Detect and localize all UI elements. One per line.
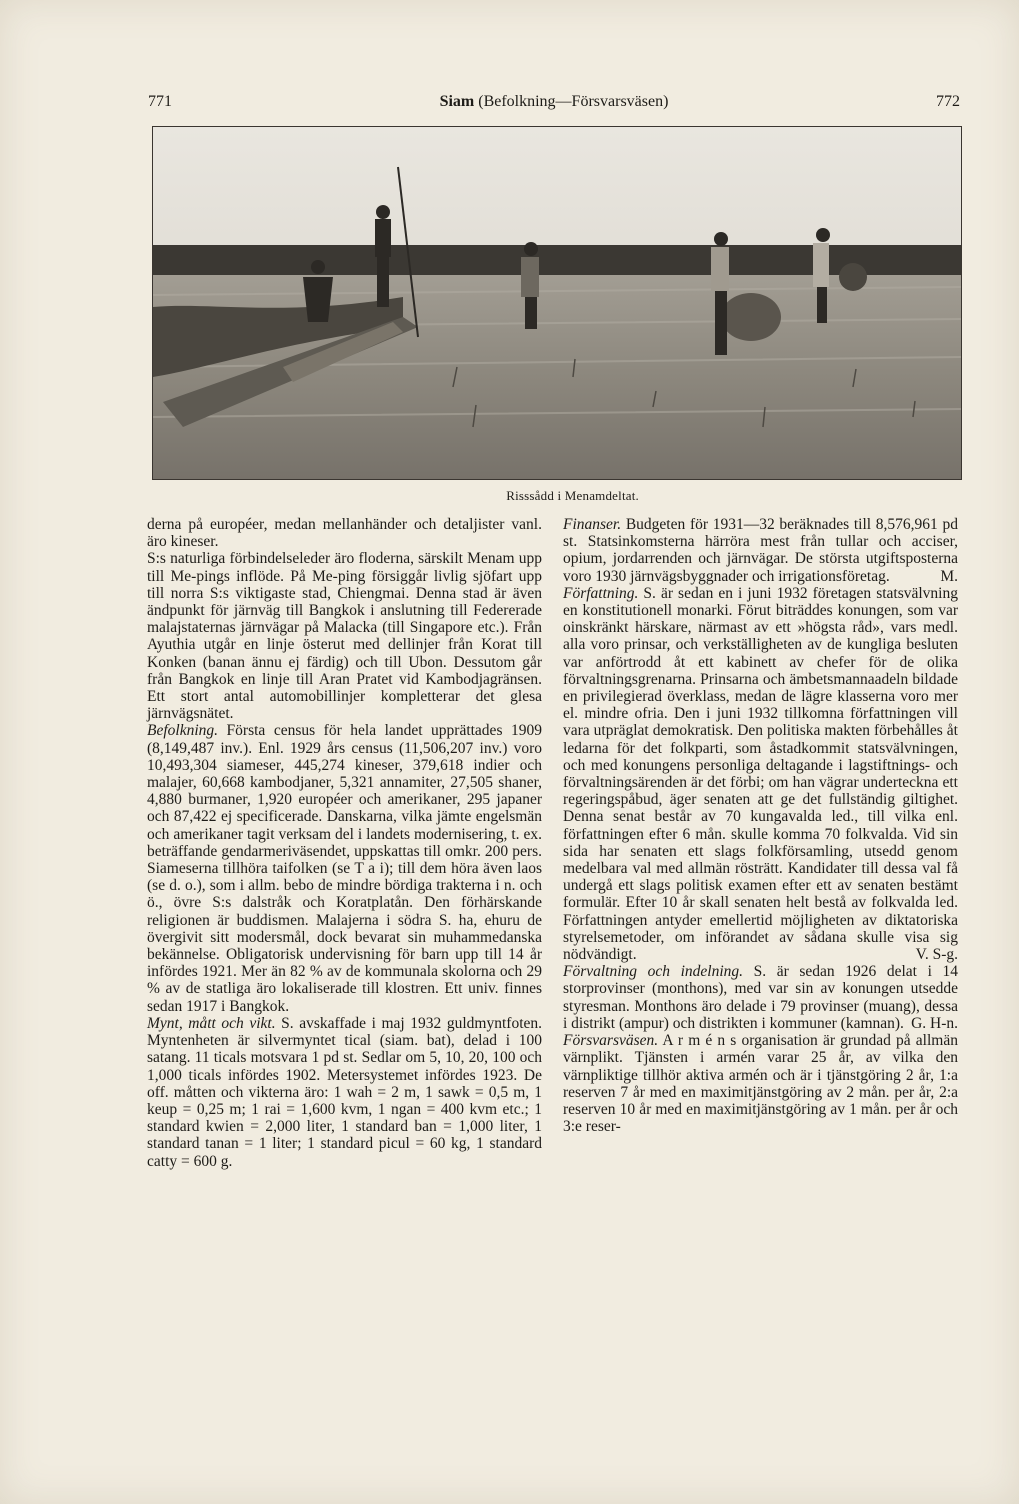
left-column — [147, 516, 542, 1170]
running-title-rest: (Befolkning—Försvarsväsen) — [474, 93, 669, 110]
paragraph-trade: derna på européer, medan mellanhänder och detaljister vanl. äro kineser. — [147, 516, 542, 551]
finanser-text: Budgeten för 1931—32 beräknades till 8,576,961 pd st. Statsinkomsterna härröra mest från tullar och acciser, opium, jordarrenden och järnvägar. De största utgiftsposterna voro 1930 järnvägsbyggnader och irrigationsföretag. — [563, 516, 958, 585]
right-column — [563, 516, 958, 1135]
paragraph-finanser — [563, 516, 958, 585]
paragraph-forvaltning — [563, 963, 958, 1032]
forsvar-text: A r m é n s organisation är grundad på allmän värnplikt. Tjänsten i armén varar 25 år, av vilka den värnpliktige tillhör aktiva armén och är i tjänstgöring 2 år, 1:a reserven 7 år med en maximitjänstgöring av 2 mån. per år, 2:a reserven 10 år med en maximitjänstgöring av 1 mån. per år och 3:e reser- — [563, 1032, 958, 1136]
paragraph-befolkning — [147, 722, 542, 1014]
forfattning-text: S. är sedan en i juni 1932 företagen statsvälvning en konstitutionell monarki. Förut biträddes konungen, som var oinskränkt härskare, närmast av ett »högsta råd», vars medl. alla voro prinsar, och verkställigheten av de kungliga besluten var anförtrodd åt ett kabinett av chefer för de olika förvaltningsgrenarna. Prinsarna och ämbetsmannaadeln bildade en privilegierad överklass, medan de lägre klasserna voro mer el. mindre ofria. Den i juni 1932 tillkomna författningen vill vara utpräglat demokratisk. Den politiska makten förbehålles åt ledarna för det folkparti, som åstadkommit statsvälvningen, och med konungens personliga deltagande i lagstiftnings- och förvaltningsärenden är det förbi; om han vägrar underteckna ett regeringspåbud, äger senaten att ge det fullständig giltighet. Denna senat består av 70 kungavalda led., till vilka enl. författningen efter 6 mån. skulle komma 70 folkvalda. Vid sin sida har senaten ett slags folkförsamling, utsedd genom medelbara val med allmän rösträtt. Kandidater till dessa val få undergå ett slags politisk examen efter ett av senaten bestämt formulär. Efter 10 år skall senaten helt bestå av folkvalda led. Författningen antyder emellertid möjligheten av diktatoriska styrelsemetoder, om införandet av sådana skulle visa sig nödvändigt. — [563, 584, 958, 964]
heading-forvaltning: Förvaltning och indelning. — [563, 963, 744, 981]
befolkning-text: Första census för hela landet upprättades 1909 (8,149,487 inv.). Enl. 1929 års census (11,506,207 inv.) voro 10,493,304 siameser, 445,274 kineser, 379,618 indier och malajer, 60,668 kambodjaner, 5,321 annamiter, 27,505 shaner, 4,880 burmaner, 1,920 européer och amerikaner, 295 japaner och 87,422 ej specificerade. Danskarna, vilka jämte engelsmän och amerikaner tagit verksam del i landets modernisering, t. ex. beträffande gendarmeriväsendet, uppskattas till omkr. 200 pers. Siameserna tillhöra taifolken (se T a i); till dem höra även laos (se d. o.), som i allm. bebo de mindre bördiga trakterna i n. och ö., övre S:s dalstråk och Koratplatån. Den förhärskande religionen är buddismen. Malajerna i södra S. ha, ehuru de övergivit sitt modersmål, dock bevarat sin muhammedanska bekännelse. Obligatorisk undervisning för barn upp till 14 år infördes 1921. Mer än 82 % av de kommunala skolorna och 29 % av de statliga äro lokaliserade till klostren. Ett univ. finnes sedan 1917 i Bangkok. — [147, 722, 542, 1015]
running-title — [148, 93, 960, 111]
heading-mynt: Mynt, mått och vikt. — [147, 1014, 276, 1032]
heading-forfattning: Författning. — [563, 584, 639, 602]
photo-illustration — [153, 127, 961, 479]
heading-finanser: Finanser. — [563, 516, 622, 533]
heading-forsvar: Försvarsväsen. — [563, 1032, 659, 1050]
page-number-left: 771 — [148, 93, 172, 110]
paragraph-mynt — [147, 1015, 542, 1170]
paragraph-communications: S:s naturliga förbindelseleder äro floderna, särskilt Menam upp till Me-pings inflöde. På Me-ping försiggår livlig sjöfart upp till norra S:s viktigaste stad, Chiengmai. Denna stad är även ändpunkt för järnväg till Bangkok i anslutning till Federerade malajstaternas järnvägar på Malacka (till Singapore etc.). Från Ayuthia utgår en linje österut med dellinjer från Korat till Konken (banan ännu ej färdig) och till Ubon. Dessutom går från Bangkok en linje till Aran Pratet vid Kambodjagränsen. Ett stort antal automobillinjer kompletterar det glesa järnvägsnätet. — [147, 550, 542, 723]
signature-forvaltning: G. H-n. — [911, 1014, 958, 1032]
mynt-text: S. avskaffade i maj 1932 guldmyntfoten. Myntenheten är silvermyntet tical (siam. bat), delad i 100 satang. 11 ticals motsvara 1 pd st. Sedlar om 5, 10, 20, 100 och 1,000 ticals infördes 1902. Metersystemet infördes 1923. De off. måtten och vikterna äro: 1 wah = 2 m, 1 sawk = 0,5 m, 1 keup = 0,25 m; 1 rai = 1,600 kvm, 1 ngan = 400 kvm etc.; 1 standard kwien = 2,000 liter, 1 standard ban = 1,000 liter, 1 standard tanan = 1 liter; 1 standard picul = 60 kg, 1 standard catty = 600 g. — [147, 1014, 542, 1170]
paragraph-forsvar — [563, 1032, 958, 1135]
photo-caption: Risssådd i Menamdeltat. — [506, 488, 639, 503]
page-number-right: 772 — [936, 93, 960, 110]
paragraph-forfattning — [563, 585, 958, 963]
signature-finanser: M. — [940, 567, 958, 585]
running-header — [148, 93, 960, 117]
rice-planting-photo — [152, 126, 962, 480]
forvaltning-text: S. är sedan 1926 delat i 14 storprovinser (monthons), med var sin av konungen utsedde styresman. Monthons äro delade i 79 provinser (muang), dessa i distrikt (ampur) och distrikten i kommuner (kamnan). — [563, 963, 958, 1032]
running-title-bold: Siam — [439, 93, 475, 110]
signature-forfattning: V. S-g. — [915, 946, 958, 964]
heading-befolkning: Befolkning. — [147, 722, 219, 740]
